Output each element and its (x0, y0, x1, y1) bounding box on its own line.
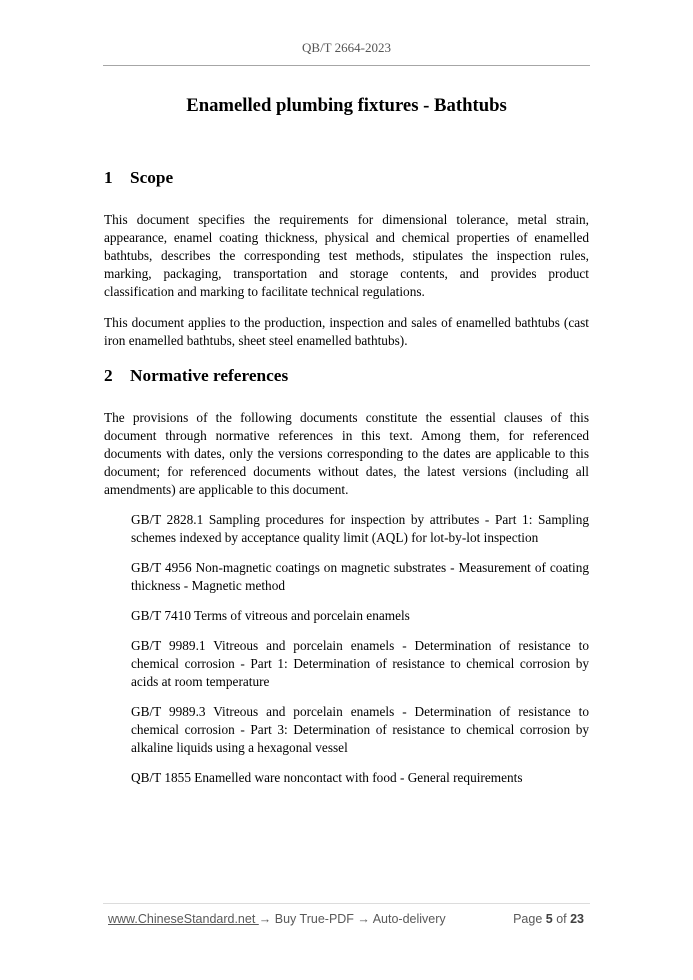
arrow-right-icon: → (357, 912, 370, 926)
section-heading-scope (104, 166, 589, 190)
page-label: Page (513, 912, 546, 926)
page-header-standard-code: QB/T 2664-2023 (302, 40, 391, 55)
footer-divider (103, 903, 590, 904)
reference-item: GB/T 9989.1 Vitreous and porcelain enamels - Determination of resistance to chemical corrosion - Part 1: Determination of resistance to chemical corrosion by acids at room temperature (131, 638, 589, 689)
document-title: Enamelled plumbing fixtures - Bathtubs (186, 95, 507, 116)
page-number (513, 912, 584, 926)
current-page: 5 (545, 912, 553, 926)
reference-item: GB/T 4956 Non-magnetic coatings on magnetic substrates - Measurement of coating thickness - Magnetic method (131, 560, 589, 593)
footer-promo (108, 912, 446, 926)
page-footer (108, 912, 584, 926)
reference-item: GB/T 7410 Terms of vitreous and porcelain enamels (131, 608, 410, 623)
reference-item: QB/T 1855 Enamelled ware noncontact with food - General requirements (131, 770, 523, 785)
section-heading-normative-references (104, 364, 589, 388)
document-body (104, 166, 589, 799)
reference-item: GB/T 9989.3 Vitreous and porcelain enamels - Determination of resistance to chemical corrosion - Part 3: Determination of resistance to chemical corrosion by alkaline liquids using a hexagonal vessel (131, 704, 589, 755)
auto-delivery-text: Auto-delivery (369, 912, 446, 926)
section-title: Scope (130, 168, 174, 187)
total-pages: 23 (570, 912, 584, 926)
site-link[interactable]: www.ChineseStandard.net (108, 912, 259, 926)
section-title: Normative references (130, 366, 289, 385)
header-divider (103, 65, 590, 66)
section-number: 2 (104, 366, 113, 385)
of-label: of (552, 912, 571, 926)
arrow-right-icon: → (258, 912, 272, 926)
normative-references-paragraph: The provisions of the following documents constitute the essential clauses of this document through normative references in this text. Among them, for referenced documents with dates, only the versions corresponding to the dates are applicable to this document; for referenced documents without dates, the latest versions (including all amendments) are applicable to this document. (104, 410, 589, 497)
buy-pdf-text: Buy True-PDF (271, 912, 358, 926)
scope-paragraph: This document applies to the production, inspection and sales of enamelled bathtubs (cast iron enamelled bathtubs, sheet steel enamelled bathtubs). (104, 315, 589, 348)
reference-item: GB/T 2828.1 Sampling procedures for inspection by attributes - Part 1: Sampling schemes indexed by acceptance quality limit (AQL) for lot-by-lot inspection (131, 512, 589, 545)
scope-paragraph: This document specifies the requirements for dimensional tolerance, metal strain, appearance, enamel coating thickness, physical and chemical properties of enamelled bathtubs, describes the corresponding test methods, stipulates the inspection rules, marking, packaging, transportation and storage contents, and provides product classification and marking to facilitate technical regulations. (104, 212, 589, 299)
reference-list (104, 511, 589, 787)
section-number: 1 (104, 168, 113, 187)
